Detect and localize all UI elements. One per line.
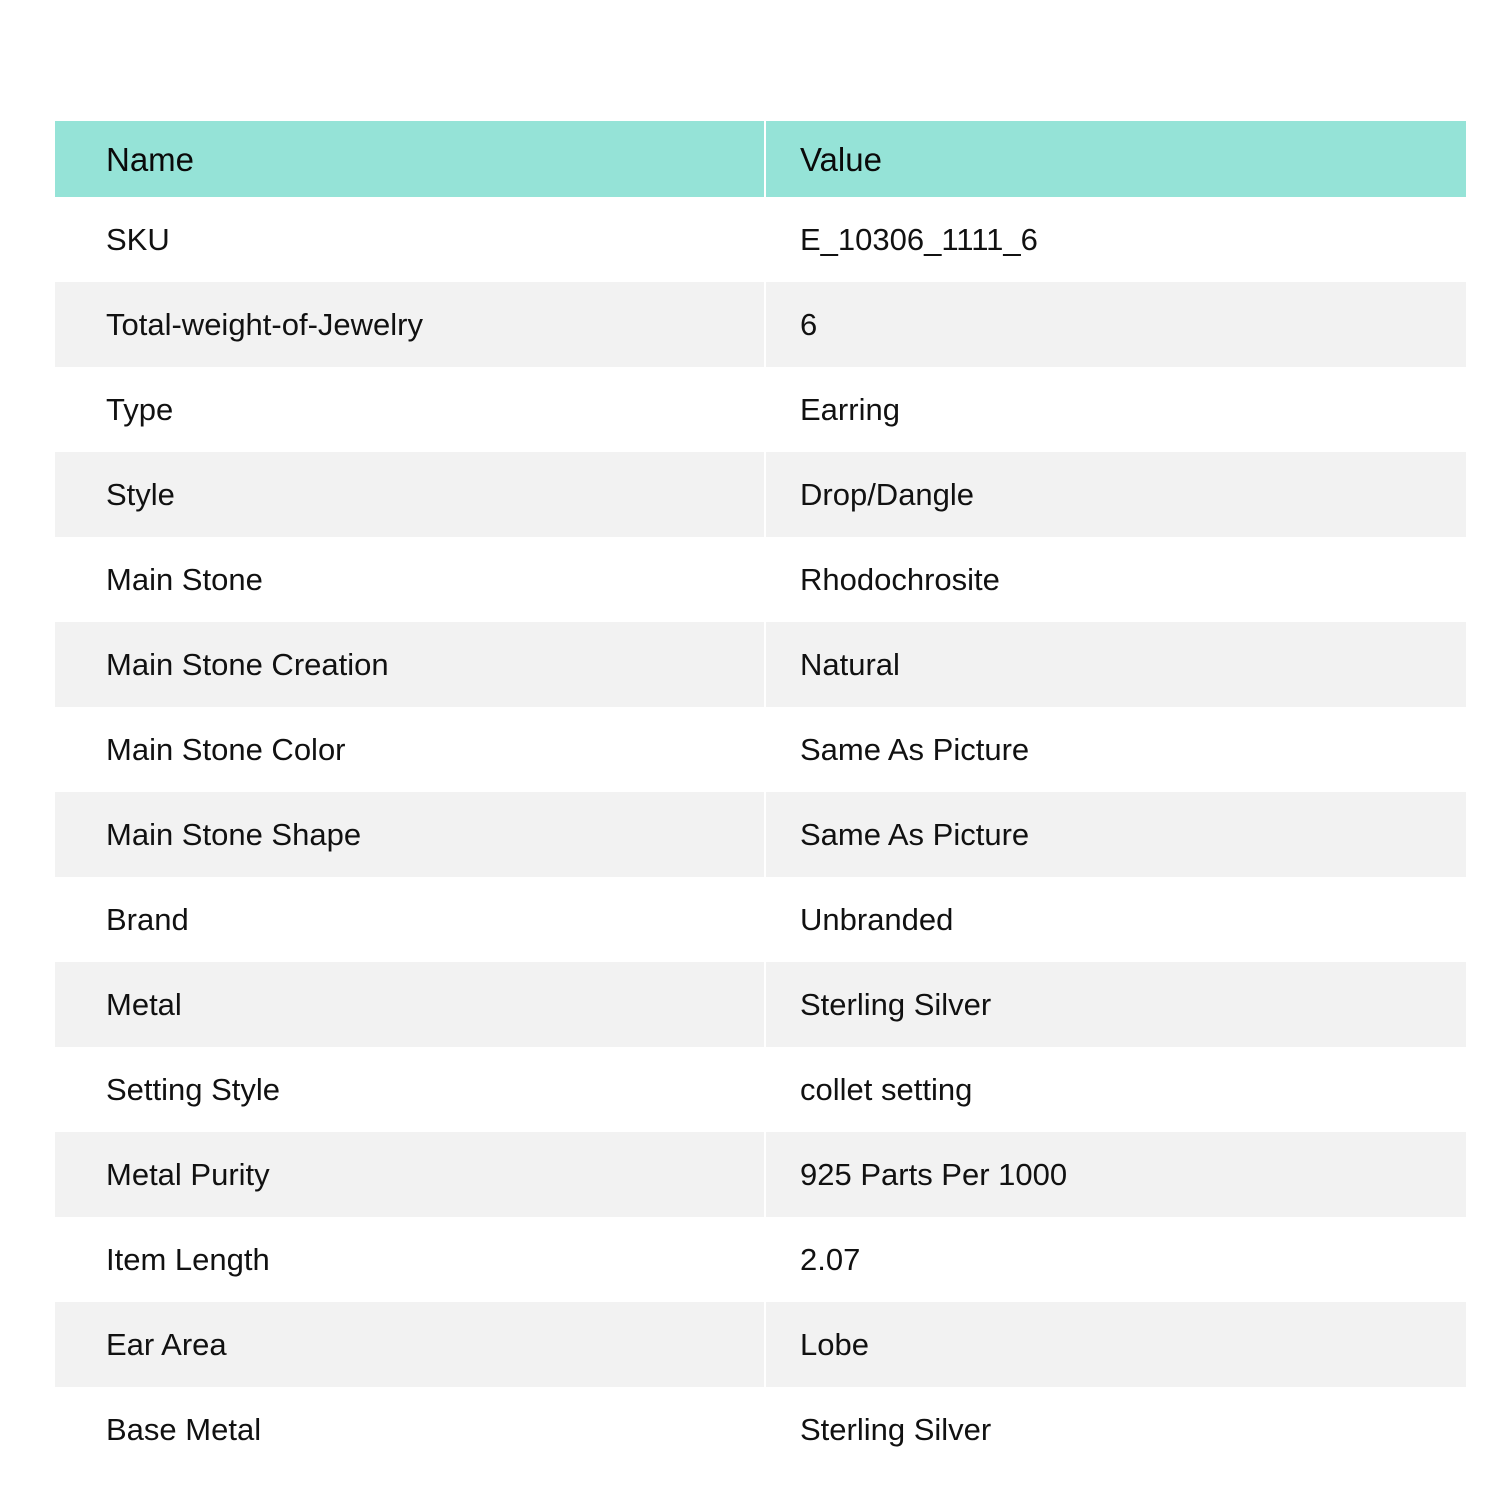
row-name-cell: Main Stone Color [106,732,346,767]
row-value-cell: Same As Picture [800,817,1030,852]
table-row [55,1387,1466,1472]
row-value-cell: collet setting [800,1072,973,1107]
table-row [55,1132,1466,1217]
column-header-value: Value [800,140,882,178]
row-name-cell: Base Metal [106,1412,262,1447]
row-value-cell: Sterling Silver [800,987,992,1022]
row-name-cell: Type [106,392,174,427]
table-row [55,792,1466,877]
row-value-cell: Same As Picture [800,732,1030,767]
row-name-cell: Main Stone Creation [55,622,766,707]
row-value-cell: Drop/Dangle [800,477,975,512]
row-value-cell: Earring [800,392,900,427]
row-name-cell: Setting Style [106,1072,281,1107]
row-value-cell: E_10306_1111_6 [800,222,1038,257]
table-row [55,962,1466,1047]
table-row [55,452,1466,537]
table-row [55,282,1466,367]
table-row [55,1217,1466,1302]
row-name-cell: Total-weight-of-Jewelry [55,282,766,367]
row-name-cell: Item Length [106,1242,270,1277]
table-row [55,707,1466,792]
specifications-table [55,121,1466,1472]
row-name-cell: Main Stone [106,562,263,597]
row-value-cell: Sterling Silver [800,1412,992,1447]
row-value-cell: Rhodochrosite [800,562,1000,597]
row-name-cell: Metal Purity [55,1132,766,1217]
table-row [55,877,1466,962]
table-row [55,1047,1466,1132]
row-value-cell: 6 [800,307,818,342]
table-row [55,1302,1466,1387]
table-row [55,197,1466,282]
table-row [55,622,1466,707]
row-value-cell: 2.07 [800,1242,861,1277]
row-value-cell: Natural [800,647,900,682]
row-name-cell: Ear Area [55,1302,766,1387]
row-name-cell: SKU [106,222,170,257]
row-name-cell: Metal [55,962,766,1047]
row-value-cell: Lobe [800,1327,869,1362]
row-name-cell: Brand [106,902,189,937]
row-name-cell: Style [55,452,766,537]
row-value-cell: Unbranded [800,902,954,937]
row-name-cell: Main Stone Shape [55,792,766,877]
table-header-row [55,121,1466,197]
row-value-cell: 925 Parts Per 1000 [800,1157,1068,1192]
table-row [55,537,1466,622]
table-row [55,367,1466,452]
column-header-name: Name [55,121,766,197]
